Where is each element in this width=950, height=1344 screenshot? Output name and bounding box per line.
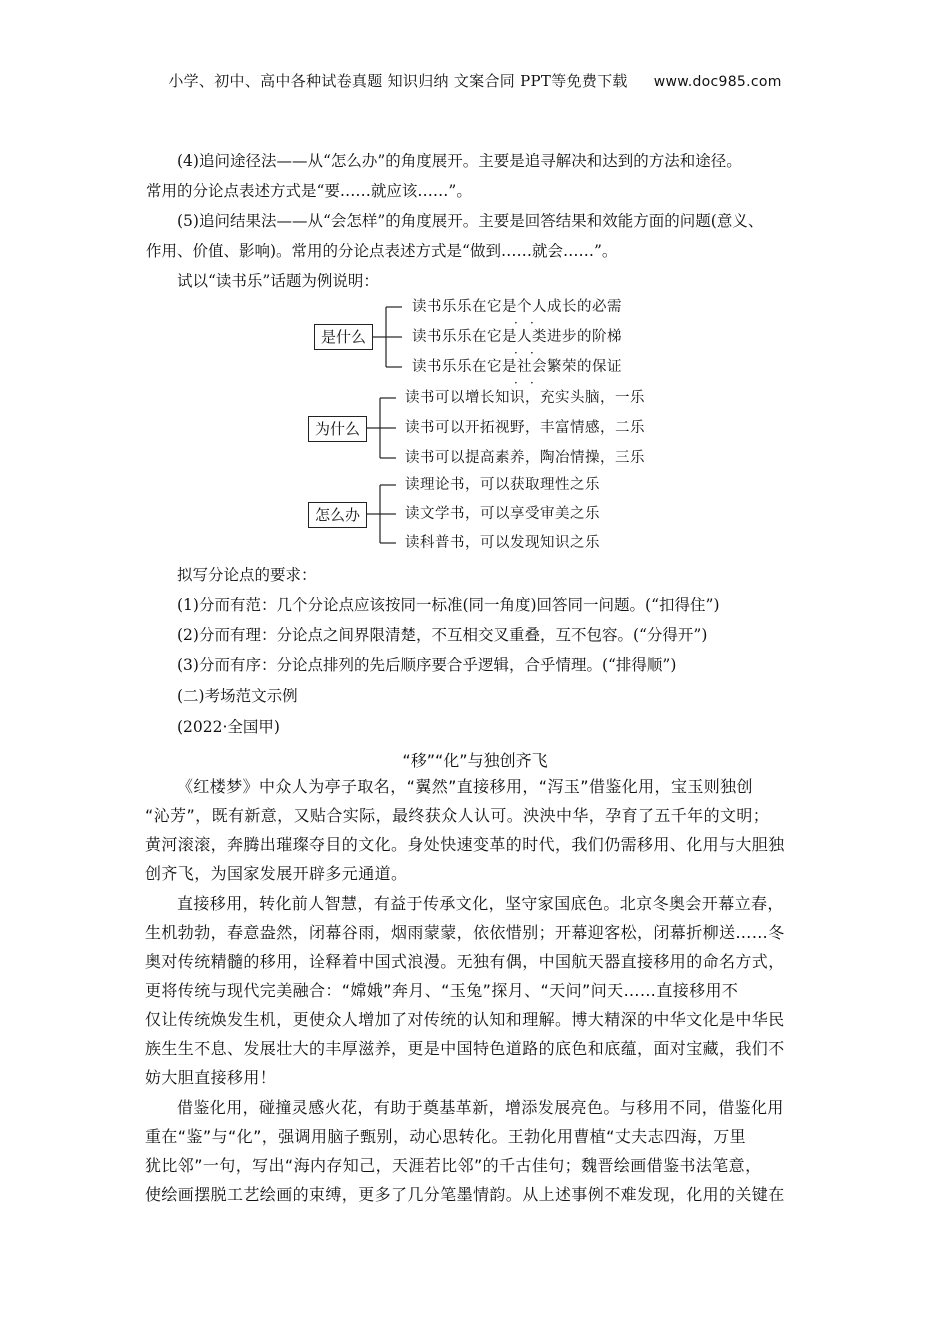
emphasis-dot: ·: [530, 346, 534, 360]
essay-line: 直接移用，转化前人智慧，有益于传承文化，坚守家国底色。北京冬奥会开幕立春，: [177, 894, 784, 913]
diagram-branch: 读理论书，可以获取理性之乐: [405, 477, 600, 493]
requirement-3: (3)分而有序：分论点排列的先后顺序要合乎逻辑，合乎情理。(“排得顺”): [177, 656, 677, 674]
requirement-1: (1)分而有范：几个分论点应该按同一标准(同一角度)回答同一问题。(“扣得住”): [177, 596, 720, 614]
section-source: (2022·全国甲): [177, 718, 280, 736]
diagram-branch: 读书可以增长知识，充实头脑，一乐: [405, 390, 645, 406]
diagram-box-what: 是什么: [314, 324, 373, 350]
requirements-heading: 拟写分论点的要求：: [177, 566, 317, 584]
diagram-branch: 读文学书，可以享受审美之乐: [405, 506, 600, 522]
essay-line: 更将传统与现代完美融合：“嫦娥”奔月、“玉兔”探月、“天问”问天……直接移用不: [145, 981, 739, 1000]
emphasis-dot: ·: [514, 346, 518, 360]
emphasis-dot: ·: [514, 316, 518, 330]
essay-title: “移”“化”与独创齐飞: [402, 751, 548, 770]
method-5-line1: (5)追问结果法——从“会怎样”的角度展开。主要是回答结果和效能方面的问题(意义、: [177, 212, 764, 230]
emphasis-dot: ·: [514, 376, 518, 390]
essay-line: 《红楼梦》中众人为亭子取名，“翼然”直接移用，“泻玉”借鉴化用，宝玉则独创: [177, 777, 753, 796]
header-url[interactable]: www.doc985.com: [653, 74, 782, 90]
requirement-2: (2)分而有理：分论点之间界限清楚，不互相交叉重叠，互不包容。(“分得开”): [177, 626, 708, 644]
emphasis-dot: ·: [530, 316, 534, 330]
header-text: 小学、初中、高中各种试卷真题 知识归纳 文案合同 PPT等免费下载: [168, 72, 628, 90]
diagram-branch: 读书乐乐在它是人类进步的阶梯: [412, 329, 622, 345]
method-4-line1: (4)追问途径法——从“怎么办”的角度展开。主要是追寻解决和达到的方法和途径。: [177, 152, 742, 170]
essay-line: 奥对传统精髓的移用，诠释着中国式浪漫。无独有偶，中国航天器直接移用的命名方式，: [145, 952, 785, 971]
essay-line: 使绘画摆脱工艺绘画的束缚，更多了几分笔墨情韵。从上述事例不难发现，化用的关键在: [145, 1185, 785, 1204]
diagram-branch: 读书乐乐在它是社会繁荣的保证: [412, 359, 622, 375]
example-intro: 试以“读书乐”话题为例说明：: [177, 272, 379, 290]
essay-line: 族生生不息、发展壮大的丰厚滋养，更是中国特色道路的底色和底蕴，面对宝藏，我们不: [145, 1039, 785, 1058]
essay-line: 生机勃勃，春意盎然，闭幕谷雨，烟雨蒙蒙，依依惜别；开幕迎客松，闭幕折柳送……冬: [145, 923, 785, 942]
diagram-branch: 读书乐乐在它是个人成长的必需: [412, 299, 622, 315]
diagram-box-why: 为什么: [308, 416, 367, 442]
diagram-box-how: 怎么办: [308, 502, 367, 528]
method-5-line2: 作用、价值、影响)。常用的分论点表述方式是“做到……就会……”。: [146, 242, 618, 260]
essay-line: 重在“鉴”与“化”，强调用脑子甄别，动心思转化。王勃化用曹植“丈夫志四海，万里: [145, 1127, 747, 1146]
emphasis-dot: ·: [530, 376, 534, 390]
diagram-branch: 读书可以开拓视野，丰富情感，二乐: [405, 420, 645, 436]
diagram-branch: 读科普书，可以发现知识之乐: [405, 535, 600, 551]
method-4-line2: 常用的分论点表述方式是“要……就应该……”。: [146, 182, 472, 200]
section-heading: (二)考场范文示例: [177, 687, 298, 705]
essay-line: 借鉴化用，碰撞灵感火花，有助于奠基革新，增添发展亮色。与移用不同，借鉴化用: [177, 1098, 784, 1117]
essay-line: 妨大胆直接移用！: [145, 1068, 277, 1087]
essay-line: 创齐飞，为国家发展开辟多元通道。: [145, 864, 408, 883]
diagram-branch: 读书可以提高素养，陶冶情操，三乐: [405, 450, 645, 466]
essay-line: 黄河滚滚，奔腾出璀璨夺目的文化。身处快速变革的时代，我们仍需移用、化用与大胆独: [145, 835, 785, 854]
essay-line: “沁芳”，既有新意，又贴合实际，最终获众人认可。泱泱中华，孕育了五千年的文明；: [145, 806, 770, 825]
essay-line: 仅让传统焕发生机，更使众人增加了对传统的认知和理解。博大精深的中华文化是中华民: [145, 1010, 785, 1029]
essay-line: 犹比邻”一句，写出“海内存知己，天涯若比邻”的千古佳句；魏晋绘画借鉴书法笔意，: [145, 1156, 762, 1175]
